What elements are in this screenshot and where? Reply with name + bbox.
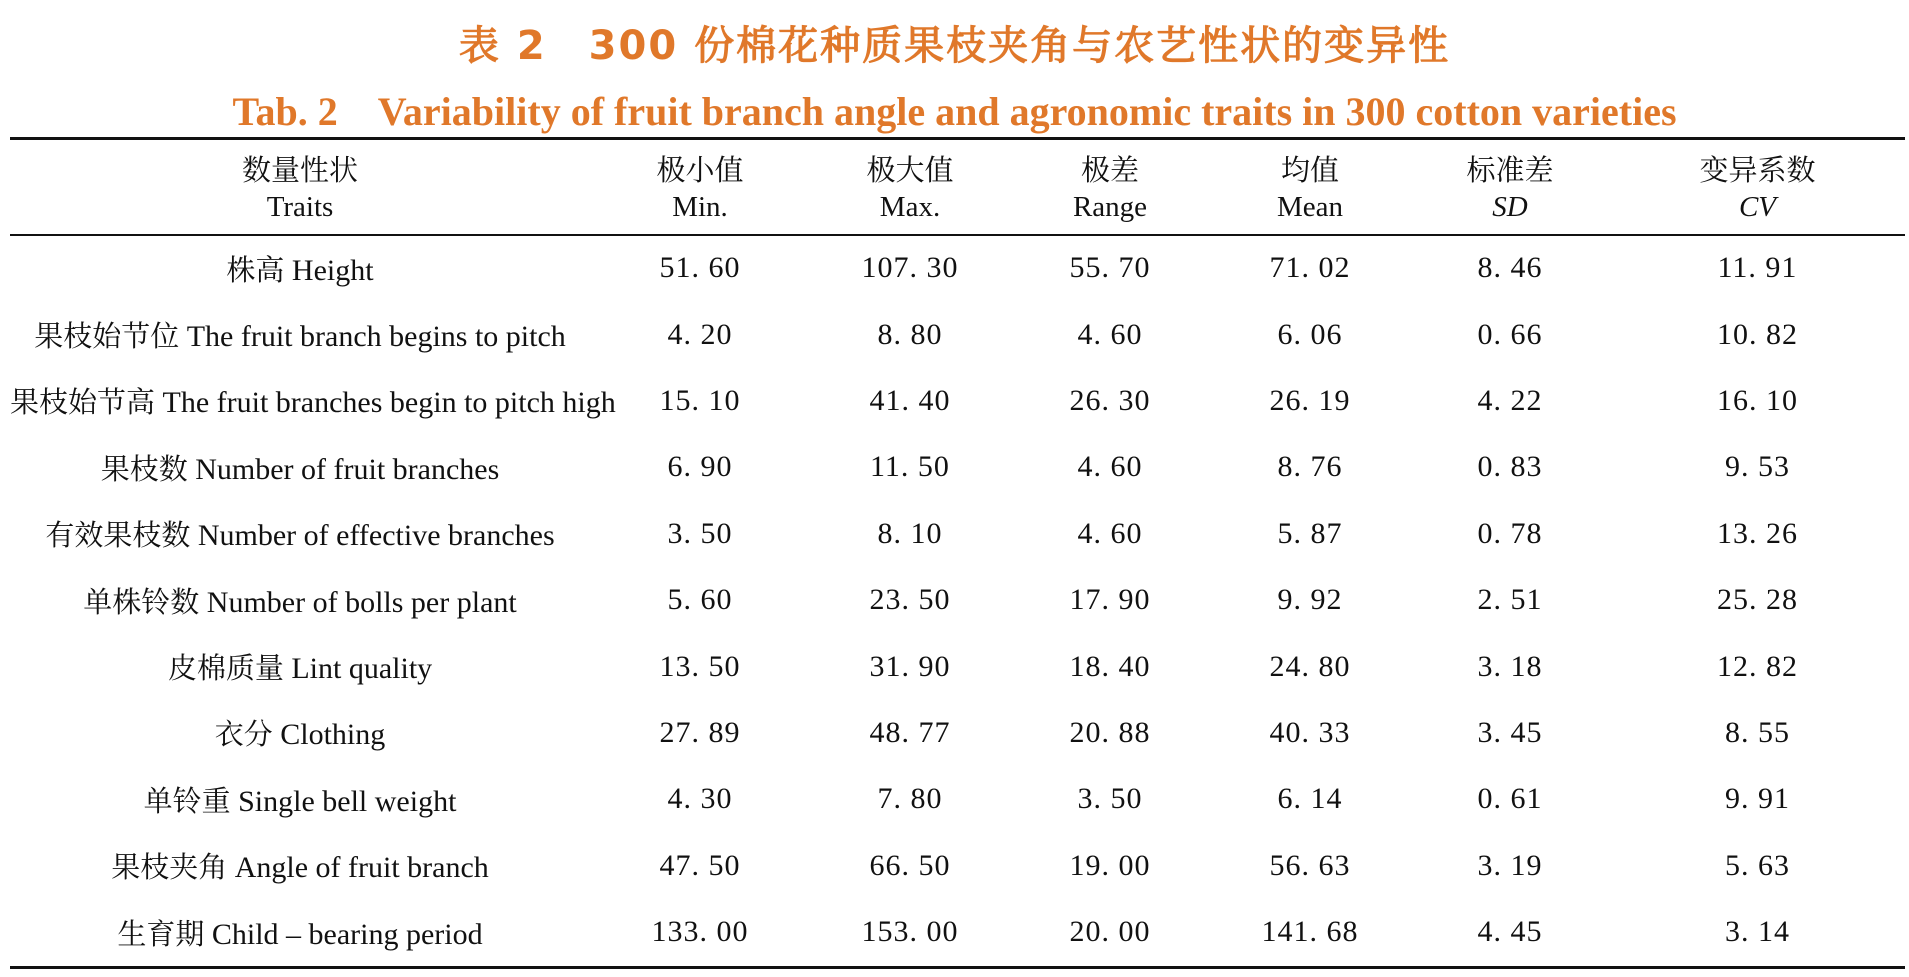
trait-name-cn: 株高 <box>226 252 285 287</box>
header-min <box>590 140 810 235</box>
value-cell-mean: 6. 06 <box>1277 317 1343 351</box>
trait-cell <box>10 700 590 766</box>
value-cell-min: 47. 50 <box>659 848 741 882</box>
value-cell-cv: 13. 26 <box>1717 516 1798 550</box>
table-title-cn: 表 2 300 份棉花种质果枝夹角与农艺性状的变异性 <box>458 23 1451 69</box>
table-row <box>10 899 1905 965</box>
trait-name-cn: 果枝数 <box>100 451 188 486</box>
value-cell-max: 7. 80 <box>877 782 943 816</box>
value-cell-sd: 4. 22 <box>1477 383 1543 417</box>
trait-cell <box>10 899 590 965</box>
value-cell-cv: 8. 55 <box>1725 715 1790 749</box>
value-cell-max: 11. 50 <box>870 450 950 484</box>
table-row <box>10 700 1905 766</box>
value-cell-cv: 10. 82 <box>1717 317 1798 351</box>
header-sd-cn: 标准差 <box>1466 152 1554 187</box>
value-cell-mean: 8. 76 <box>1277 450 1343 484</box>
value-cell-min: 5. 60 <box>667 583 733 617</box>
value-cell-mean: 5. 87 <box>1277 516 1343 550</box>
value-cell-sd: 3. 19 <box>1477 848 1543 882</box>
trait-cell <box>10 301 590 367</box>
value-cell-max: 153. 00 <box>861 915 959 949</box>
trait-name-cn: 单株铃数 <box>83 584 200 619</box>
value-cell-range: 4. 60 <box>1077 450 1143 484</box>
header-max-en: Max. <box>879 190 941 223</box>
trait-name-en: Number of bolls per plant <box>206 585 517 619</box>
value-cell-range: 55. 70 <box>1069 251 1151 285</box>
trait-name-en: Height <box>291 253 374 287</box>
value-cell-cv: 9. 91 <box>1725 782 1790 816</box>
trait-name-en: Clothing <box>280 718 386 752</box>
value-cell-max: 107. 30 <box>861 251 959 285</box>
table-row <box>10 368 1905 434</box>
table-body <box>10 235 1905 965</box>
table-title-en: Tab. 2 Variability of fruit branch angle and agronomic traits in 300 cotton varieties <box>232 89 1677 134</box>
value-cell-sd: 3. 18 <box>1477 649 1543 683</box>
value-cell-cv: 12. 82 <box>1717 649 1798 683</box>
trait-cell <box>10 633 590 699</box>
header-range <box>1010 140 1210 235</box>
trait-cell <box>10 766 590 832</box>
trait-cell <box>10 833 590 899</box>
value-cell-min: 27. 89 <box>659 715 741 749</box>
value-cell-max: 23. 50 <box>869 583 951 617</box>
value-cell-min: 3. 50 <box>667 516 733 550</box>
header-mean-en: Mean <box>1276 190 1344 223</box>
value-cell-cv: 16. 10 <box>1717 383 1798 417</box>
table-row <box>10 301 1905 367</box>
trait-name-en: Number of fruit branches <box>195 452 500 486</box>
value-cell-cv: 5. 63 <box>1725 848 1790 882</box>
trait-cell <box>10 567 590 633</box>
header-range-en: Range <box>1072 190 1148 223</box>
header-min-cn: 极小值 <box>656 152 744 187</box>
trait-cell <box>10 368 616 434</box>
value-cell-sd: 0. 78 <box>1477 516 1543 550</box>
value-cell-mean: 141. 68 <box>1261 915 1359 949</box>
value-cell-min: 6. 90 <box>667 450 733 484</box>
trait-name-cn: 果枝夹角 <box>111 850 228 885</box>
value-cell-range: 20. 00 <box>1069 915 1151 949</box>
header-mean-cn: 均值 <box>1280 152 1339 187</box>
trait-name-en: Lint quality <box>291 652 433 686</box>
value-cell-mean: 24. 80 <box>1269 649 1351 683</box>
value-cell-mean: 40. 33 <box>1269 715 1351 749</box>
trait-name-cn: 生育期 <box>117 916 205 951</box>
header-traits-cn: 数量性状 <box>241 152 358 187</box>
header-max <box>810 140 1010 235</box>
table-bottom-rule <box>10 966 1905 969</box>
value-cell-sd: 8. 46 <box>1477 251 1543 285</box>
value-cell-mean: 56. 63 <box>1269 848 1351 882</box>
value-cell-mean: 9. 92 <box>1277 583 1343 617</box>
value-cell-min: 51. 60 <box>659 251 741 285</box>
value-cell-range: 4. 60 <box>1077 516 1143 550</box>
value-cell-max: 48. 77 <box>869 715 951 749</box>
value-cell-min: 15. 10 <box>659 383 741 417</box>
header-sd-en: SD <box>1492 190 1528 223</box>
value-cell-sd: 2. 51 <box>1477 583 1543 617</box>
value-cell-mean: 71. 02 <box>1269 251 1351 285</box>
value-cell-cv: 3. 14 <box>1725 915 1790 949</box>
value-cell-range: 4. 60 <box>1077 317 1143 351</box>
trait-name-cn: 有效果枝数 <box>45 518 191 553</box>
table-row <box>10 633 1905 699</box>
value-cell-range: 26. 30 <box>1069 383 1151 417</box>
header-mean <box>1210 140 1410 235</box>
value-cell-cv: 25. 28 <box>1717 583 1798 617</box>
value-cell-cv: 11. 91 <box>1717 251 1798 285</box>
value-cell-sd: 0. 66 <box>1477 317 1543 351</box>
header-traits <box>10 140 590 235</box>
value-cell-mean: 6. 14 <box>1277 782 1343 816</box>
trait-cell <box>10 434 590 500</box>
value-cell-min: 4. 30 <box>667 782 733 816</box>
value-cell-sd: 3. 45 <box>1477 715 1543 749</box>
value-cell-min: 4. 20 <box>667 317 733 351</box>
value-cell-range: 17. 90 <box>1069 583 1151 617</box>
value-cell-sd: 0. 61 <box>1477 782 1543 816</box>
trait-name-en: Angle of fruit branch <box>234 851 489 885</box>
trait-name-en: The fruit branches begin to pitch high <box>162 386 616 420</box>
variability-table <box>10 140 1905 965</box>
value-cell-min: 133. 00 <box>651 915 749 949</box>
value-cell-sd: 4. 45 <box>1477 915 1543 949</box>
trait-name-cn: 果枝始节位 <box>34 319 180 354</box>
header-range-cn: 极差 <box>1080 152 1139 187</box>
table-row <box>10 235 1905 301</box>
value-cell-max: 66. 50 <box>869 848 951 882</box>
header-traits-en: Traits <box>266 190 334 223</box>
header-cv <box>1610 140 1905 235</box>
trait-name-en: Child – bearing period <box>211 917 483 951</box>
header-max-cn: 极大值 <box>866 152 954 187</box>
value-cell-range: 19. 00 <box>1069 848 1151 882</box>
trait-name-cn: 果枝始节高 <box>10 385 156 420</box>
trait-name-cn: 单铃重 <box>143 783 231 818</box>
trait-name-en: Single bell weight <box>238 784 457 818</box>
header-row <box>10 140 1905 235</box>
value-cell-max: 41. 40 <box>869 383 951 417</box>
header-cv-cn: 变异系数 <box>1699 152 1816 187</box>
trait-cell <box>10 235 590 301</box>
header-min-en: Min. <box>672 190 728 223</box>
value-cell-range: 18. 40 <box>1069 649 1151 683</box>
trait-name-cn: 皮棉质量 <box>167 651 284 686</box>
value-cell-min: 13. 50 <box>659 649 741 683</box>
trait-name-en: The fruit branch begins to pitch <box>186 320 566 354</box>
value-cell-range: 20. 88 <box>1069 715 1151 749</box>
value-cell-cv: 9. 53 <box>1725 450 1790 484</box>
value-cell-max: 31. 90 <box>869 649 951 683</box>
trait-name-cn: 衣分 <box>214 717 273 752</box>
trait-cell <box>10 501 590 567</box>
header-sd <box>1410 140 1610 235</box>
value-cell-max: 8. 10 <box>877 516 943 550</box>
value-cell-mean: 26. 19 <box>1269 383 1351 417</box>
table-row <box>10 833 1905 899</box>
table-row <box>10 567 1905 633</box>
table-row <box>10 766 1905 832</box>
table-row <box>10 434 1905 500</box>
value-cell-range: 3. 50 <box>1077 782 1143 816</box>
header-cv-en: CV <box>1738 190 1777 223</box>
value-cell-sd: 0. 83 <box>1477 450 1543 484</box>
trait-name-en: Number of effective branches <box>197 519 555 553</box>
table-row <box>10 501 1905 567</box>
value-cell-max: 8. 80 <box>877 317 943 351</box>
